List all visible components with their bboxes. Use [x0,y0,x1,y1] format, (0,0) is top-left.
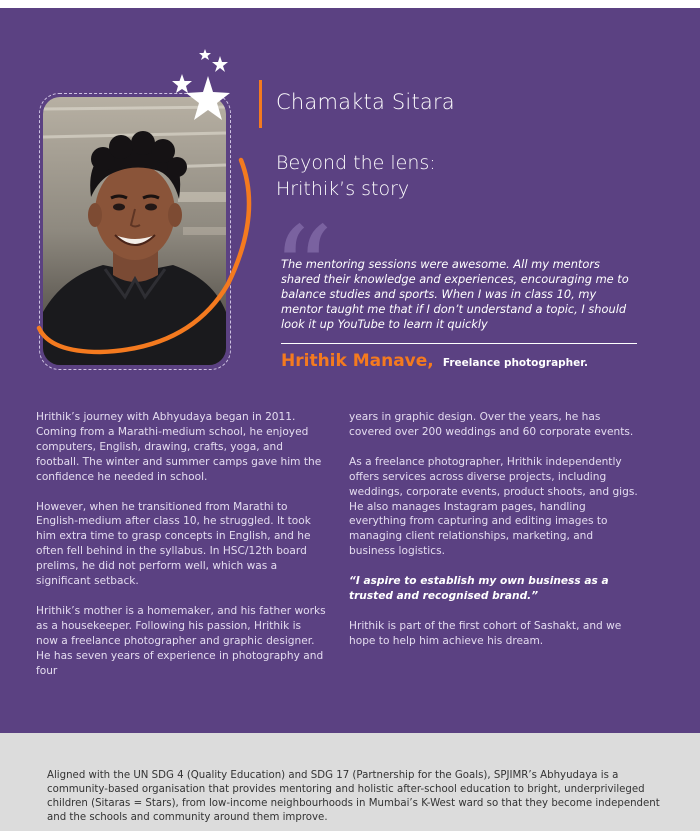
star-icon [212,56,228,72]
star-icon [172,74,192,93]
aspiration-quote: “I aspire to establish my own business as a trusted and recognised brand.” [349,575,609,603]
paragraph: Hrithik’s journey with Abhyudaya began in 2011. Coming from a Marathi-medium school, he enjoyed computers, English, drawing, crafts, yoga, and football. The winter and summer camps gave him the confidence he needed in school. [36,411,322,483]
star-icon [199,49,211,60]
top-strip [0,0,700,8]
title-accent-line [259,80,262,128]
footer-text: Aligned with the UN SDG 4 (Quality Education) and SDG 17 (Partnership for the Goals), SPJIMR’s Abhyudaya is a community-based organisation that provides mentoring and holistic after-school education to bright, underprivileged children (Sitaras = Stars), from low-income neighbourhoods in Mumbai’s K-West ward so that they become independent and the schools and community around them improve. [47,770,660,823]
portrait-block [30,44,260,394]
author-name: Hrithik Manave, [281,351,434,371]
author-role: Freelance photographer. [442,357,588,369]
testimonial-quote: The mentoring sessions were awesome. All my mentors shared their knowledge and experiences, encouraging me to balance studies and sports. When I was in class 10, my mentor taught me that if I don’t understand a topic, I should look it up YouTube to learn it quickly [281,257,629,331]
paragraph: Hrithik is part of the first cohort of Sashakt, and we hope to help him achieve his dream. [349,619,622,647]
footer [0,733,700,831]
story-subtitle [276,150,436,202]
subtitle-line-2: Hrithik’s story [276,178,410,200]
subtitle-line-1: Beyond the lens: [276,152,436,174]
quote-divider [281,343,637,344]
page-title: Chamakta Sitara [276,90,455,114]
star-icon [186,76,230,120]
stars-decoration [30,44,260,164]
quote-attribution [281,351,588,371]
paragraph: As a freelance photographer, Hrithik independently offers services across diverse projects, including weddings, corporate events, product shoots, and gigs. He also manages Instagram pages, handling everything from capturing and editing images to managing client relationships, marketing, and business logistics. [349,455,638,558]
quote-mark-icon: “ [272,202,334,341]
story-column-left [36,410,326,694]
paragraph: years in graphic design. Over the years, he has covered over 200 weddings and 60 corporate events. [349,411,634,438]
story-column-right [349,410,639,664]
paragraph: Hrithik’s mother is a homemaker, and his father works as a housekeeper. Following his passion, Hrithik is now a freelance photographer and graphic designer. He has seven years of experience in photography and four [36,604,326,677]
paragraph: However, when he transitioned from Marathi to English-medium after class 10, he struggled. It took him extra time to grasp concepts in English, and he often fell behind in the syllabus. In HSC/12th board prelims, he did not perform well, which was a significant setback. [36,500,311,588]
